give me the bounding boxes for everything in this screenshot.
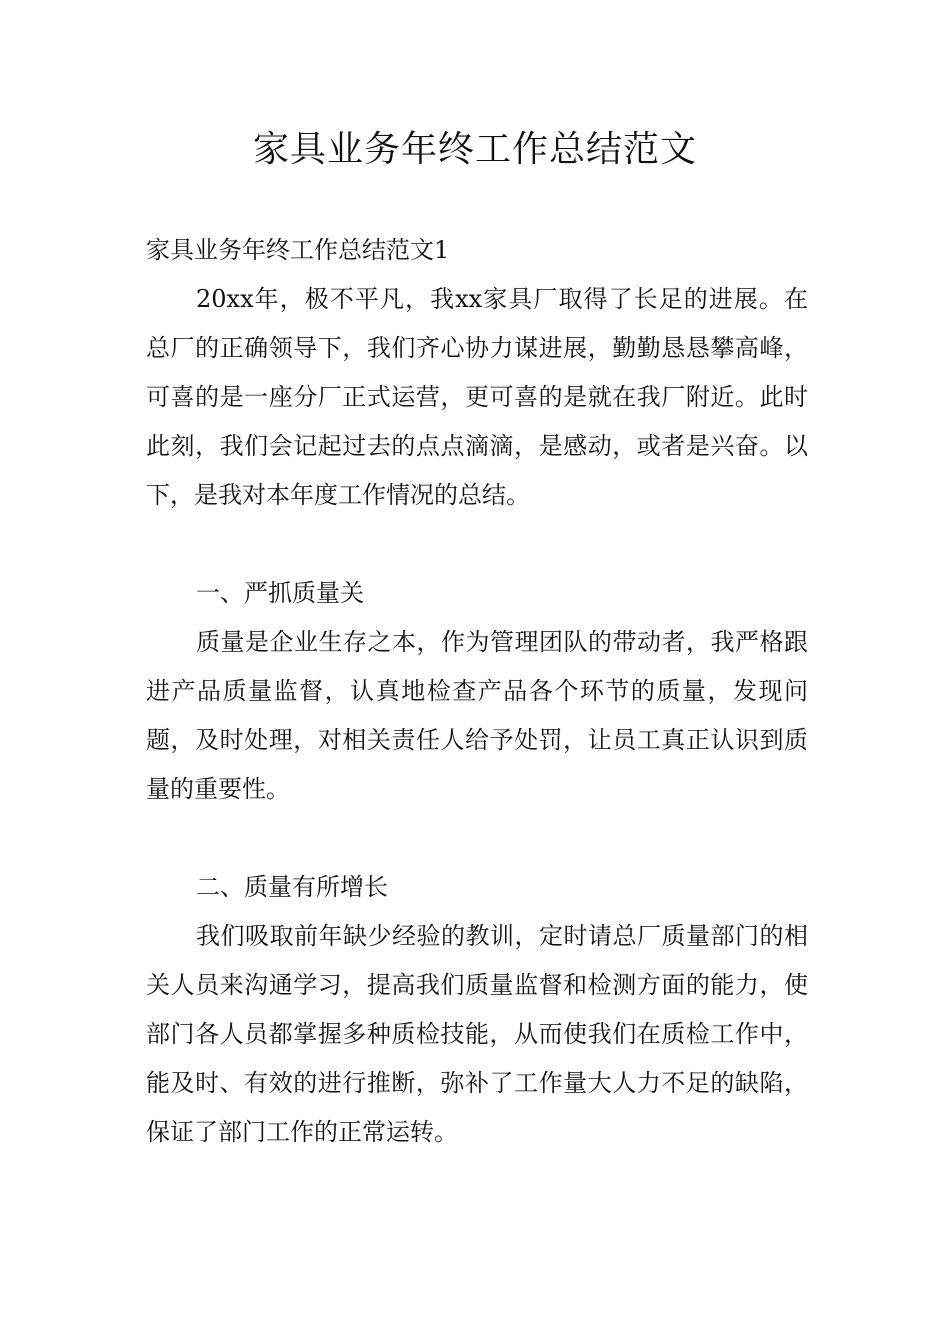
section-body-quality-control: 质量是企业生存之本，作为管理团队的带动者，我严格跟进产品质量监督，认真地检查产品各个环节的质量，发现问题，及时处理，对相关责任人给予处罚，让员工真正认识到质量的重要性。 (146, 628, 808, 803)
document-subtitle: 家具业务年终工作总结范文1 (146, 236, 450, 264)
intro-paragraph: 20xx年，极不平凡，我xx家具厂取得了长足的进展。在总厂的正确领导下，我们齐心协力谋进展，勤勤恳恳攀高峰，可喜的是一座分厂正式运营，更可喜的是就在我厂附近。此时此刻，我们会记起过去的点点滴滴，是感动，或者是兴奋。以下，是我对本年度工作情况的总结。 (146, 285, 808, 509)
section-heading-quality-control: 一、严抓质量关 (196, 579, 364, 607)
document-title: 家具业务年终工作总结范文 (252, 129, 697, 170)
document-body (146, 226, 808, 1157)
section-body-quality-growth: 我们吸取前年缺少经验的教训，定时请总厂质量部门的相关人员来沟通学习，提高我们质量监督和检测方面的能力，使部门各人员都掌握多种质检技能，从而使我们在质检工作中，能及时、有效的进行推断，弥补了工作量大人力不足的缺陷，保证了部门工作的正常运转。 (146, 922, 808, 1146)
section-heading-quality-growth: 二、质量有所增长 (196, 873, 388, 901)
